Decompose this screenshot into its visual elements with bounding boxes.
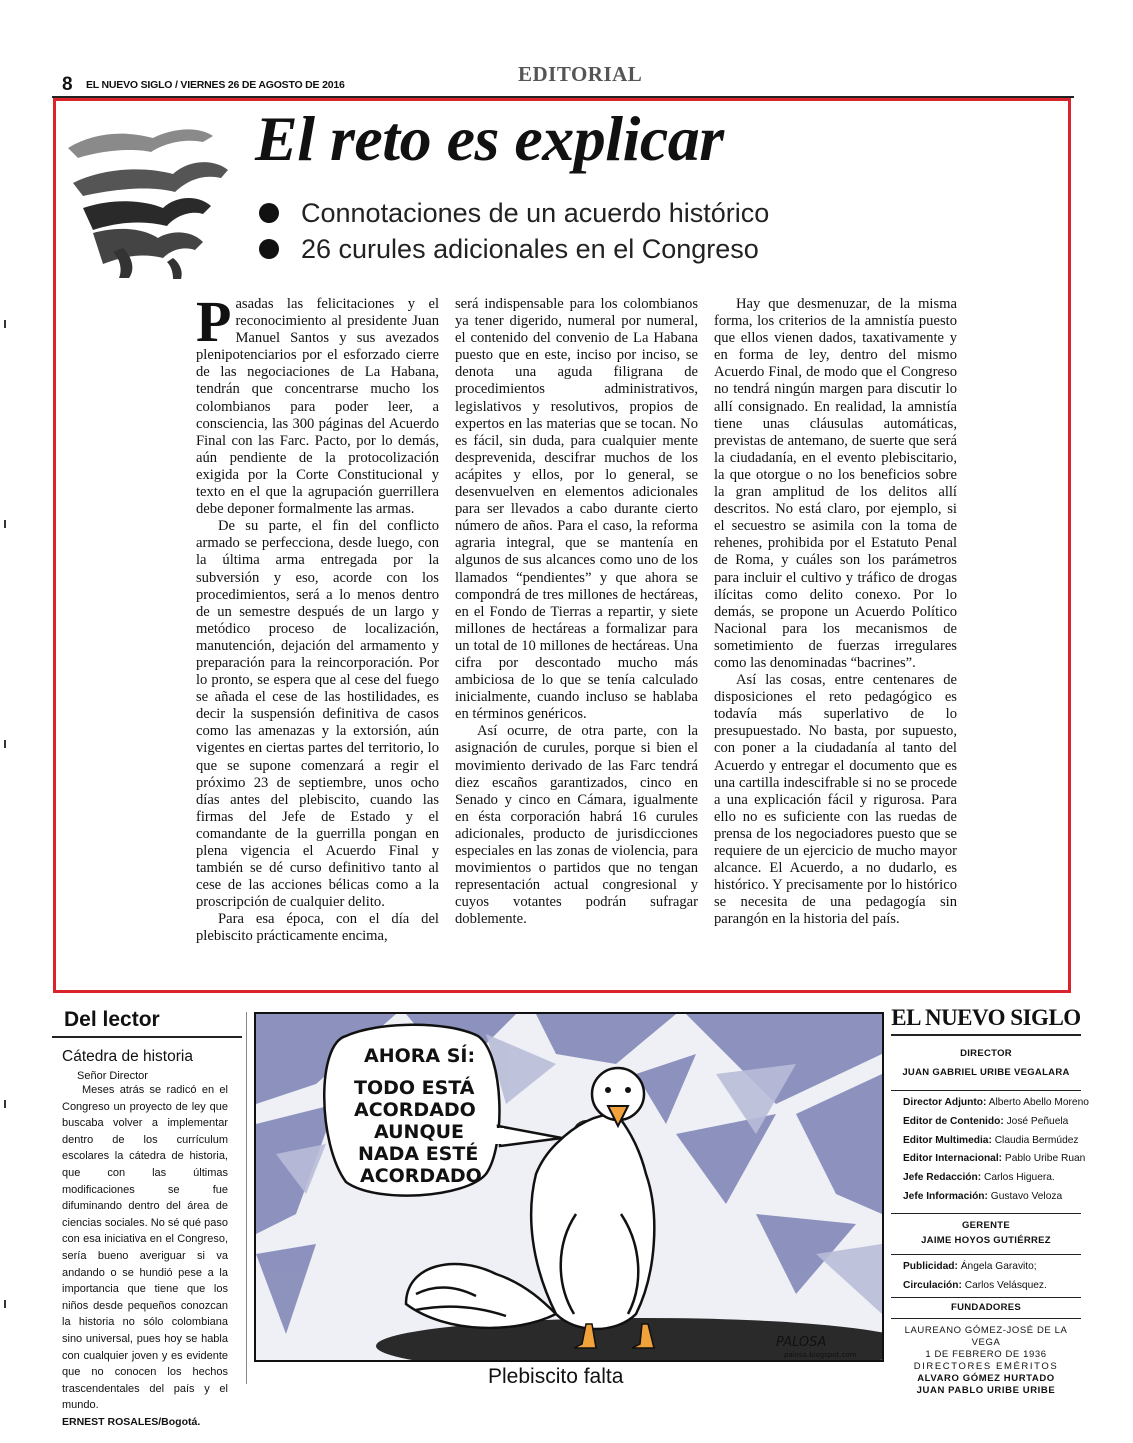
letters-section-title: Del lector	[64, 1008, 160, 1031]
horses-sculpture-logo	[63, 108, 235, 280]
staff-entry: Editor Multimedia: Claudia Bermúdez	[903, 1134, 1079, 1146]
letter-signature: ERNEST ROSALES/Bogotá.	[62, 1415, 201, 1428]
bullet-dot	[259, 203, 279, 223]
gerente-label: GERENTE	[961, 1219, 1011, 1231]
staff-list	[891, 1094, 1089, 1207]
bullet-dot	[259, 239, 279, 259]
section-title: EDITORIAL	[518, 62, 643, 86]
scan-margin-tick	[4, 740, 6, 748]
masthead-rule	[891, 1213, 1081, 1214]
director-label: DIRECTOR	[960, 1048, 1012, 1059]
founders-label: FUNDADORES	[950, 1302, 1022, 1314]
letter-title: Cátedra de historia	[62, 1048, 193, 1065]
letter-salutation: Señor Director	[77, 1070, 148, 1082]
artist-signature: PALOSA	[776, 1335, 827, 1350]
masthead-rule	[891, 1090, 1081, 1091]
staff-entry: Jefe Información: Gustavo Veloza	[903, 1190, 1063, 1202]
cartoon-illustration	[256, 1014, 882, 1360]
editorial-headline: El reto es explicar	[255, 103, 724, 174]
article-paragraph: Pasadas las felicitaciones y el reconocimiento al presidente Juan Manuel Santos y sus avezados plenipotenciarios por el esforzado cierre de las negociaciones de La Habana, tendrán que concentrarse mucho los colombianos para poder leer, a consciencia, las 300 páginas del Acuerdo Final con las Farc. Pacto, por lo demás, aún pendiente de la protocolización exigida por la Corte Constitucional y texto en el que la agrupación guerrillera debe deponer formalmente las armas.	[196, 289, 439, 518]
masthead-rule	[891, 1318, 1081, 1319]
emeritus-name: ALVARO GÓMEZ HURTADO	[917, 1373, 1055, 1385]
scan-margin-tick	[4, 320, 6, 328]
svg-text:ACORDADO: ACORDADO	[354, 1099, 476, 1121]
masthead	[891, 1005, 1089, 1397]
staff-entry: Editor Internacional: Pablo Uribe Ruan	[903, 1153, 1086, 1165]
cartoon-frame	[254, 1012, 884, 1362]
bullet-text: Connotaciones de un acuerdo histórico	[301, 198, 770, 228]
article-paragraph: Así las cosas, entre centenares de disposiciones el reto pedagógico es todavía más superlativo de lo presupuestado. No basta, por supuesto, con poner a la ciudadanía al tanto del Acuerdo y entregar el documento que es una cartilla indescifrable si no se procede a una explicación fácil y rigurosa. Para ello no es suficiente con las ruedas de prensa de los negociadores puesto que se requiere de un ejercicio de mucho mayor alcance. El Acuerdo, a no dudarlo, es histórico. Y precisamente por lo histórico se necesita de una pedagogía sin parangón en la historia del país.	[714, 672, 957, 928]
masthead-rule	[891, 1254, 1081, 1255]
svg-text:ACORDADO: ACORDADO	[360, 1165, 482, 1187]
article-column-2	[455, 296, 698, 928]
scan-margin-tick	[4, 1300, 6, 1308]
founders-names: LAUREANO GÓMEZ-JOSÉ DE LA VEGA	[904, 1325, 1068, 1349]
emeritus-label: DIRECTORES EMÉRITOS	[913, 1361, 1059, 1373]
masthead-rule	[891, 1034, 1081, 1036]
speech-bubble-text	[354, 1044, 482, 1187]
headline-bullet	[259, 234, 759, 265]
masthead-rule	[891, 1297, 1081, 1298]
article-paragraph: será indispensable para los colombianos ya tener digerido, numeral por numeral, el contenido del convenio de La Habana puesto que en este, inciso por inciso, se denota una aguda filigrana de procedimientos administrativos, legislativos y resolutivos, propios de expertos en las materias que se tocan. No es fácil, sin duda, para cualquier mente desprevenida, descifrar muchos de los acápites y ellos, por lo general, se desenvuelven en elementos adicionales para ser llevados a cabo durante cierto número de años. Para el caso, la reforma agraria integral, que se mantenía en algunos de sus alcances como uno de los llamados “pendientes” y que ahora se compondrá de tres millones de hectáreas, en el Fondo de Tierras a repartir, y siete millones de hectáreas a formalizar para un total de 10 millones de hectáreas. Una cifra por descontado mucho más ambiciosa de lo que se tenía calculado inicialmente, cuando incluso se hablaba en términos genéricos.	[455, 296, 698, 723]
svg-text:TODO ESTÁ: TODO ESTÁ	[354, 1077, 475, 1099]
cartoon-caption: Plebiscito falta	[488, 1365, 624, 1388]
letters-section	[52, 1008, 242, 1428]
director-name: JUAN GABRIEL URIBE VEGALARA	[902, 1067, 1070, 1078]
scan-margin-tick	[4, 1100, 6, 1108]
scan-margin-tick	[4, 520, 6, 528]
gerente-name: JAIME HOYOS GUTIÉRREZ	[921, 1234, 1051, 1246]
staff-entry: Publicidad: Ángela Garavito;	[903, 1260, 1037, 1272]
bullet-text: 26 curules adicionales en el Congreso	[301, 234, 759, 264]
page-number: 8	[62, 74, 73, 95]
svg-text:AUNQUE: AUNQUE	[374, 1121, 465, 1143]
letter-body: Meses atrás se radicó en el Congreso un proyecto de ley que buscaba volver a implementar dentro de los currículum escolares la cátedra de historia, que con las últimas modificaciones se fue difuminando dentro del área de ciencias sociales. No sé qué paso con esa iniciativa en el Congreso, sería bueno averiguar si va andando o se hundió pese a la importancia que tiene que los niños desde pequeños conozcan la historia no sólo colombiana sino universal, pues hoy se habla con cualquier joven y es evidente que no conocen los hechos trascendentales del país y el mundo.	[62, 1084, 228, 1412]
artist-url: palosa.blogspot.com	[784, 1351, 857, 1359]
article-paragraph: Para esa época, con el día del plebiscito prácticamente encima,	[196, 911, 439, 945]
headline-bullet	[259, 198, 769, 229]
article-paragraph: Así ocurre, de otra parte, con la asignación de curules, porque si bien el movimiento derivado de las Farc tendrá diez escaños garantizados, cinco en Senado y cinco en Cámara, igualmente en ésta corporación habrá 16 curules adicionales, producto de jurisdicciones especiales en las zonas de violencia, para movimientos o partidos que no tengan representación actual congresional y cuyos votantes podrán sufragar doblemente.	[455, 723, 698, 928]
publication-date: EL NUEVO SIGLO / VIERNES 26 DE AGOSTO DE 2016	[86, 79, 345, 91]
column-divider	[246, 1012, 247, 1384]
letters-rule	[52, 1036, 242, 1038]
drop-cap: P	[196, 289, 232, 354]
staff-entry: Circulación: Carlos Velásquez.	[903, 1279, 1047, 1291]
article-column-1	[196, 289, 439, 946]
svg-text:AHORA SÍ:: AHORA SÍ:	[364, 1045, 476, 1067]
staff-entry: Editor de Contenido: José Peñuela	[903, 1115, 1069, 1127]
article-paragraph: De su parte, el fin del conflicto armado se perfecciona, desde luego, con la última arma entregada por la subversión y eso, acorde con los procedimientos, será a lo menos dentro de un semestre después de un largo y metódico proceso de localización, manutención, dejación del armamento y preparación para la reincorporación. Por lo pronto, se espera que al cese del fuego se añada el cese de las hostilidades, es decir la suspensión definitiva de casos como las amenazas y la extorsión, aún vigentes en ciertas partes del territorio, lo que se supone comenzará a regir el próximo 23 de septiembre, unos ocho días antes del plebiscito, cuando las firmas del Jefe de Estado y el comandante de la guerrilla pongan en plena vigencia el Acuerdo Final y también se dé curso definitivo tanto al cese de las acciones bélicas como a la proscripción de cualquier delito.	[196, 518, 439, 911]
article-column-3	[714, 296, 957, 928]
article-paragraph: Hay que desmenuzar, de la misma forma, los criterios de la amnistía puesto que ellos vienen dados, taxativamente y en forma de ley, dentro del mismo Acuerdo Final, de modo que el Congreso no tendrá ningún margen para discutir lo allí consignado. En realidad, la amnistía tiene unas cláusulas automáticas, previstas de antemano, de suerte que será la ciudadanía, en el evento plebiscitario, la que otorgue o no los beneficios sobre la gran amplitud de los delitos allí descritos. No está claro, por ejemplo, si el secuestro se asimila con la toma de rehenes, prohibida por el Estatuto Penal de Roma, y cuáles son los parámetros para incluir el cultivo y tráfico de drogas ilícitas como delito conexo. Por lo demás, se propone un Acuerdo Político Nacional para los mecanismos de sometimiento de fuerzas irregulares como las denominadas “bacrines”.	[714, 296, 957, 671]
staff-entry: Director Adjunto: Alberto Abello Moreno	[903, 1097, 1089, 1108]
emeritus-name: JUAN PABLO URIBE URIBE	[916, 1385, 1056, 1397]
masthead-logo: EL NUEVO SIGLO	[891, 1005, 1081, 1030]
founded-date: 1 DE FEBRERO DE 1936	[925, 1349, 1047, 1361]
staff-entry: Jefe Redacción: Carlos Higuera.	[903, 1172, 1055, 1184]
svg-text:NADA ESTÉ: NADA ESTÉ	[358, 1143, 479, 1165]
